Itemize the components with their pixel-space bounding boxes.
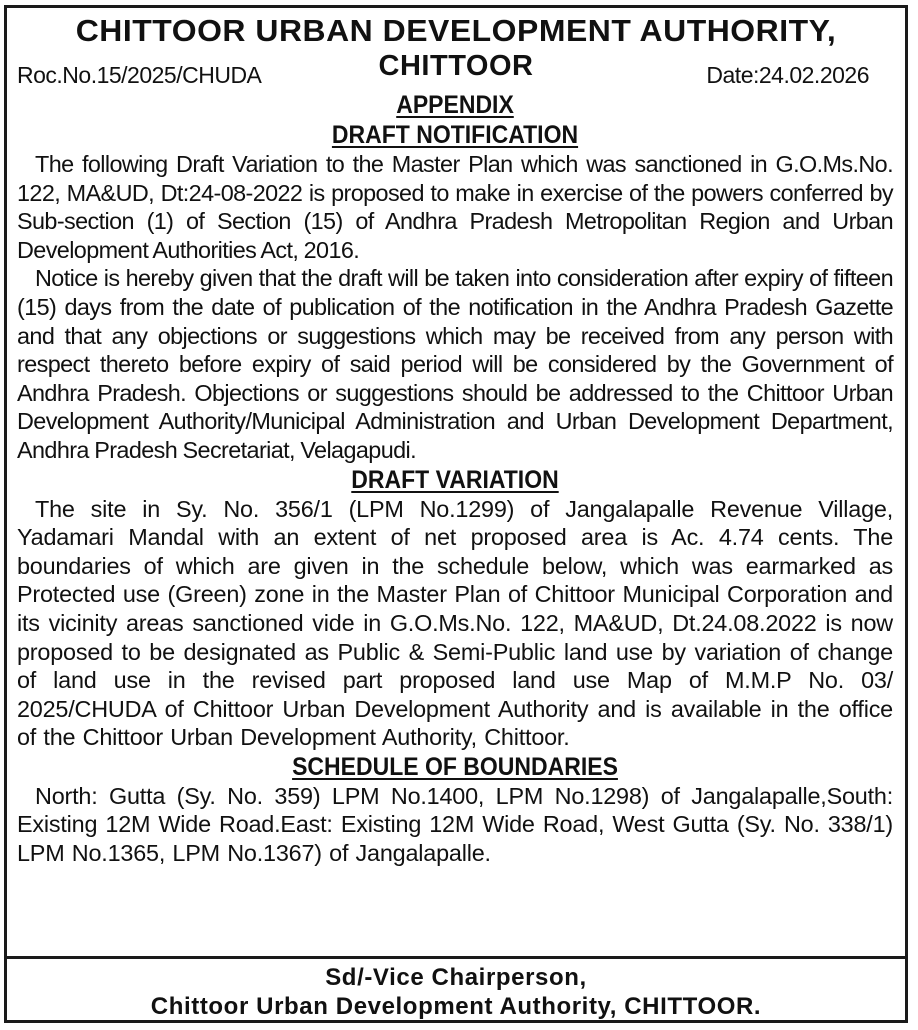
public-notice	[4, 5, 908, 1023]
notice-body	[17, 90, 893, 868]
reference-number: Roc.No.15/2025/CHUDA	[17, 62, 262, 88]
authority-city: CHITTOOR	[378, 50, 534, 82]
header-row	[7, 50, 905, 90]
signature-block	[7, 963, 905, 1021]
heading-schedule-text: SCHEDULE OF BOUNDARIES	[292, 752, 618, 781]
intro-paragraph: The following Draft Variation to the Master Plan which was sanctioned in G.O.Ms.No. 122, MA&UD, Dt:24-08-2022 is proposed to make in exercise of the powers conferred by Sub-section (1) of Section (15) of Andhra Pradesh Metropolitan Region and Urban Development Authorities Act, 2016.	[17, 151, 893, 263]
heading-draft-notification-text: DRAFT NOTIFICATION	[331, 121, 579, 149]
heading-appendix	[52, 90, 858, 120]
signature-divider	[7, 956, 905, 959]
variation-paragraph: The site in Sy. No. 356/1 (LPM No.1299) of Jangalapalle Revenue Village, Yadamari Mandal with an extent of net proposed area is Ac. 4.74 cents. The boundaries of which are given in the schedule below, which was earmarked as Protected use (Green) zone in the Master Plan of Chittoor Municipal Corporation and its vicinity areas sanctioned vide in G.O.Ms.No. 122, MA&UD, Dt.24.08.2022 is now proposed to be designated as Public & Semi-Public land use by variation of change of land use in the revised part proposed land use Map of M.M.P No. 03/ 2025/CHUDA of Chittoor Urban Development Authority and is available in the office of the Chittoor Urban Development Authority, Chittoor.	[17, 495, 893, 751]
heading-draft-notification	[52, 120, 858, 150]
notice-date: Date:24.02.2026	[706, 62, 869, 88]
heading-draft-variation-text: DRAFT VARIATION	[351, 465, 559, 494]
boundaries-paragraph: North: Gutta (Sy. No. 359) LPM No.1400, LPM No.1298) of Jangalapalle,South: Existing 12M Wide Road.East: Existing 12M Wide Road, West Gutta (Sy. No. 338/1) LPM No.1365, LPM No.1367) of Jangalapalle.	[17, 782, 893, 867]
heading-appendix-text: APPENDIX	[396, 91, 514, 119]
notice-paragraph: Notice is hereby given that the draft will be taken into consideration after expiry of fifteen (15) days from the date of publication of the notification in the Andhra Pradesh Gazette and that any objections or suggestions which may be received from any person with respect thereto before expiry of said period will be considered by the Government of Andhra Pradesh. Objections or suggestions should be addressed to the Chittoor Urban Development Authority/Municipal Administration and Urban Development Department, Andhra Pradesh Secretariat, Velagapudi.	[17, 265, 893, 463]
authority-title: CHITTOOR URBAN DEVELOPMENT AUTHORITY,	[75, 13, 837, 48]
signature-line-1: Sd/-Vice Chairperson,	[325, 964, 587, 991]
signature-line-2: Chittoor Urban Development Authority, CHITTOOR.	[150, 993, 762, 1020]
heading-schedule-of-boundaries	[52, 752, 858, 782]
heading-draft-variation	[52, 465, 858, 495]
